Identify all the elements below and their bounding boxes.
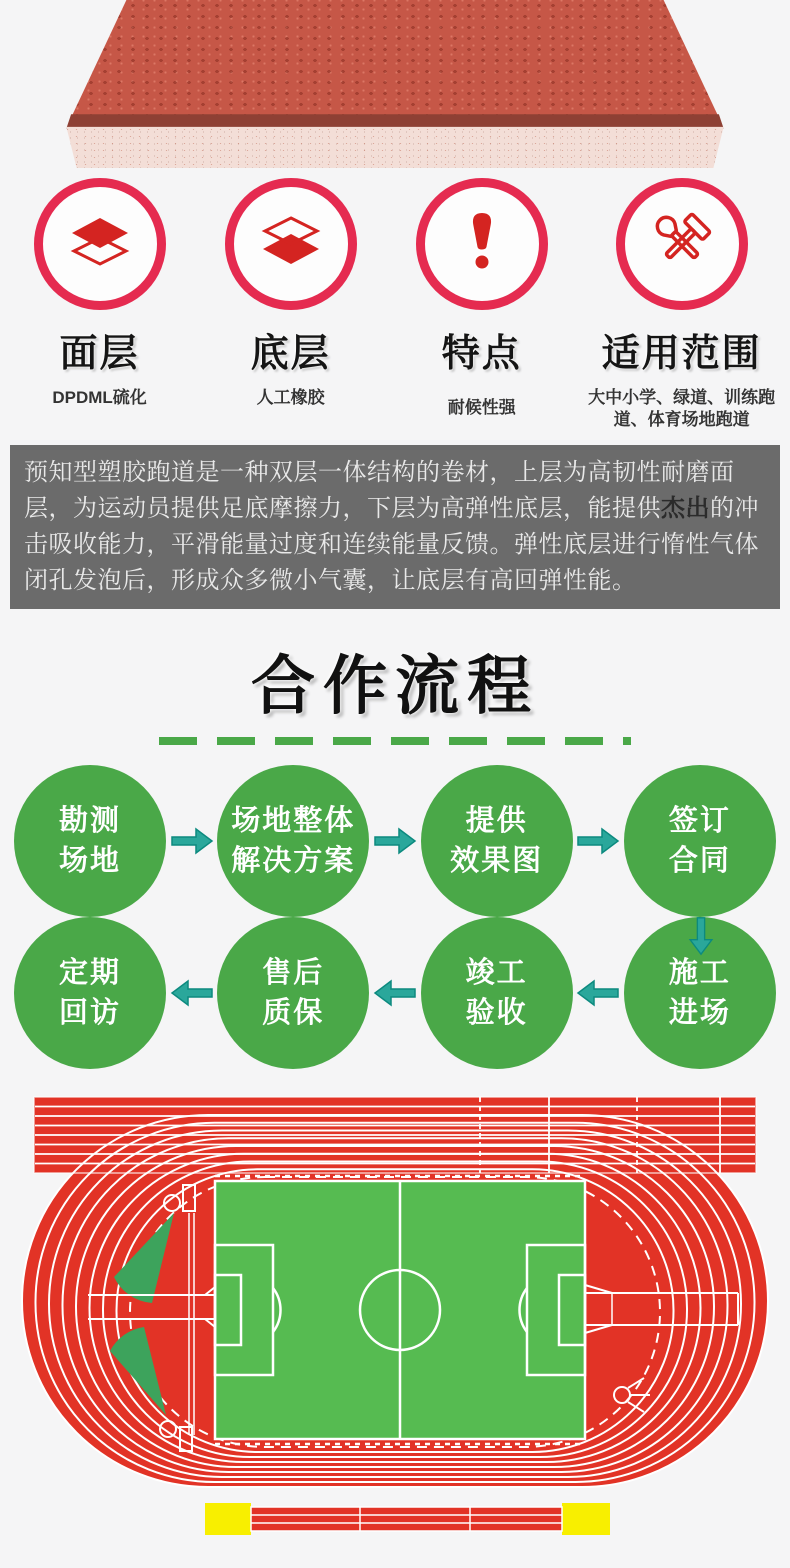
feature-subtitle: 大中小学、绿道、训练跑道、体育场地跑道 [588,388,776,429]
step-line: 解决方案 [231,845,356,877]
step-line: 竣工 [465,957,528,989]
feature-title: 特点 [441,333,522,375]
process-title: 合作流程 [251,650,539,722]
arrow-right-icon [576,827,620,855]
arrow-down-icon [681,923,721,949]
arrow-left-icon [170,979,214,1007]
step-line: 勘测 [58,805,121,837]
arrow-right-icon [170,827,214,855]
title-dash-divider [159,737,631,745]
feature-scope [577,178,786,431]
stadium-plan-illustration [0,1083,790,1538]
arrow-left-icon [576,979,620,1007]
exclamation-icon [446,206,518,283]
step-line: 合同 [668,845,731,877]
feature-traits [386,178,577,431]
feature-ring [225,178,357,310]
feature-subtitle: 耐候性强 [447,398,516,417]
description-highlight: 杰出 [661,495,710,522]
product-description [10,445,780,609]
feature-ring [416,178,548,310]
tools-icon [646,206,718,283]
feature-row [0,168,790,431]
feature-bottom [195,178,386,431]
step-line: 定期 [58,957,121,989]
surface-layer-icon [64,206,136,283]
step-line: 进场 [668,997,731,1029]
arrow-right-icon [373,827,417,855]
feature-subtitle: 人工橡胶 [256,388,325,407]
step-line: 验收 [465,997,528,1029]
feature-title: 适用范围 [601,333,762,375]
step-contract [624,765,776,917]
step-line: 回访 [58,997,121,1029]
track-sample-photo [0,0,790,168]
bottom-layer-icon [255,206,327,283]
step-line: 施工 [668,957,731,989]
step-solution [217,765,369,917]
process-flow [0,765,790,1069]
feature-title: 面层 [59,333,140,375]
description-text: 预知型塑胶跑道是一种双层一体结构的卷材，上层为高韧性耐磨面层，为运动员提供足底摩擦力，下层为高弹性底层，能提供 [24,459,735,522]
flow-row-2 [14,917,776,1069]
step-line: 场地整体 [231,805,356,837]
step-acceptance [421,917,573,1069]
step-warranty [217,917,369,1069]
step-revisit [14,917,166,1069]
step-survey [14,765,166,917]
arrow-left-icon [373,979,417,1007]
step-line: 效果图 [450,845,544,877]
description-text: 的冲击吸收能力，平滑能量过度和连续能量反馈。弹性底层进行惰性气体闭孔发泡后，形成众多微小气囊，让底层有高回弹性能。 [24,495,759,594]
step-rendering [421,765,573,917]
step-line: 场地 [58,845,121,877]
feature-ring [34,178,166,310]
feature-subtitle: DPDML硫化 [52,388,147,407]
step-line: 质保 [262,997,325,1029]
feature-surface [4,178,195,431]
step-line: 售后 [262,957,325,989]
feature-ring [616,178,748,310]
step-line: 提供 [465,805,528,837]
flow-row-1 [14,765,776,917]
feature-title: 底层 [250,333,331,375]
step-line: 签订 [668,805,731,837]
